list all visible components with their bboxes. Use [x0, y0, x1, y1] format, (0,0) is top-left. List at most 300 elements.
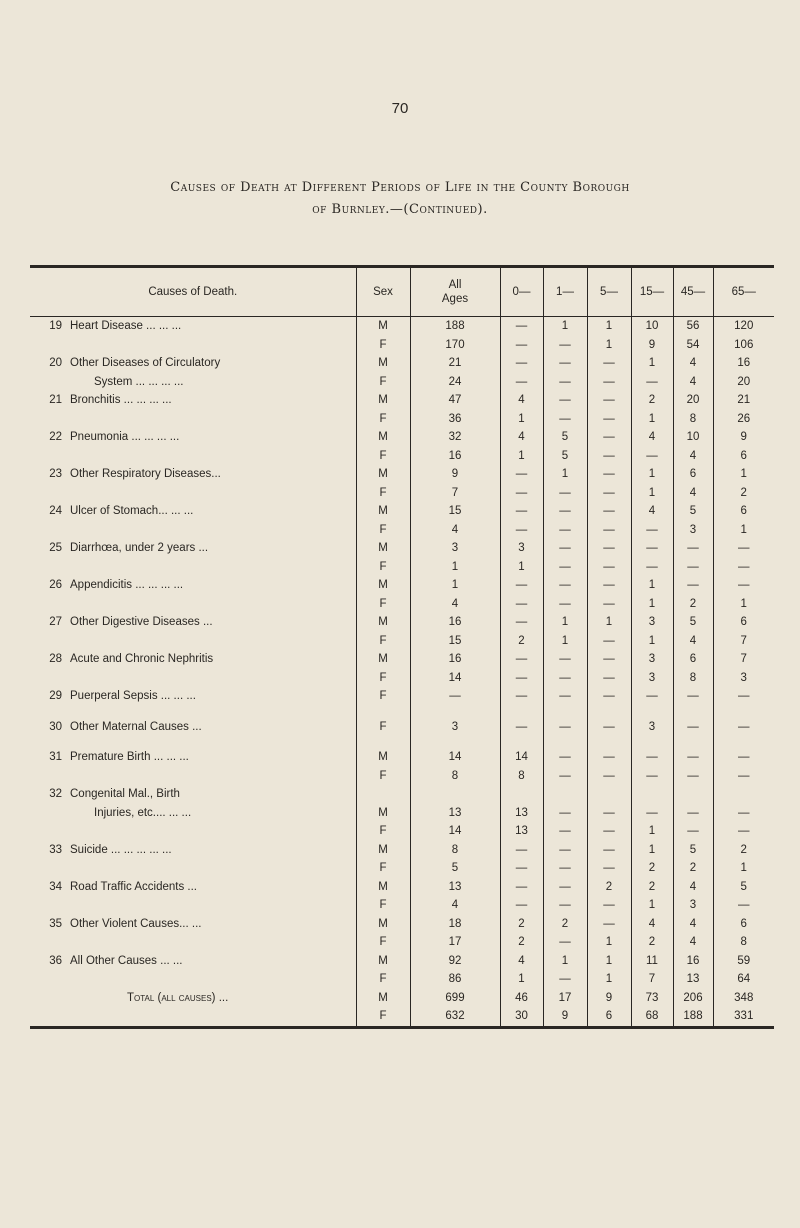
all-ages-cell: — [410, 687, 500, 706]
spacer-cell [713, 706, 774, 718]
sex-cell: F [356, 718, 410, 737]
sex-cell: M [356, 804, 410, 823]
age-1-cell: — [543, 373, 587, 392]
age-1-cell: — [543, 502, 587, 521]
age-1-cell: — [543, 841, 587, 860]
age-5-cell: 1 [587, 952, 631, 971]
cause-cell [30, 748, 356, 767]
age-1-cell: 1 [543, 632, 587, 651]
age-45-cell: 6 [673, 650, 713, 669]
spacer-cell [410, 706, 500, 718]
cause-cell [30, 767, 356, 786]
age-15-cell: 3 [631, 718, 673, 737]
age-5-cell: 1 [587, 336, 631, 355]
age-65-cell: 9 [713, 428, 774, 447]
age-1-cell: — [543, 822, 587, 841]
age-45-cell: — [673, 748, 713, 767]
age-65-cell: 6 [713, 613, 774, 632]
table-row [30, 613, 774, 632]
age-45-cell: 4 [673, 878, 713, 897]
age-0-cell: — [500, 521, 543, 540]
all-ages-cell: 47 [410, 391, 500, 410]
age-5-cell: — [587, 391, 631, 410]
age-45-cell: — [673, 576, 713, 595]
sex-cell: F [356, 669, 410, 688]
age-1-cell: 9 [543, 1007, 587, 1027]
table-row [30, 952, 774, 971]
all-ages-cell: 4 [410, 521, 500, 540]
all-ages-cell: 16 [410, 447, 500, 466]
age-45-cell: 13 [673, 970, 713, 989]
table-row [30, 410, 774, 429]
age-65-cell: 106 [713, 336, 774, 355]
header-age-1: 1— [543, 267, 587, 317]
cause-cell [30, 1007, 356, 1027]
table-row [30, 878, 774, 897]
age-65-cell: 6 [713, 915, 774, 934]
age-5-cell: — [587, 767, 631, 786]
sex-cell: M [356, 428, 410, 447]
sex-cell: F [356, 595, 410, 614]
age-0-cell: 2 [500, 915, 543, 934]
spacer-cell [543, 736, 587, 748]
cause-name: Road Traffic Accidents ... [70, 880, 197, 893]
cause-number: 29 [49, 690, 62, 703]
sex-cell: M [356, 354, 410, 373]
age-65-cell: 6 [713, 502, 774, 521]
sex-cell: M [356, 391, 410, 410]
table-row [30, 354, 774, 373]
all-ages-cell: 86 [410, 970, 500, 989]
age-0-cell: — [500, 576, 543, 595]
age-5-cell: 9 [587, 989, 631, 1008]
all-ages-cell: 15 [410, 502, 500, 521]
sex-cell: M [356, 650, 410, 669]
age-5-cell: — [587, 859, 631, 878]
table-body [30, 317, 774, 1028]
cause-cell [30, 859, 356, 878]
cause-number: 33 [49, 843, 62, 856]
header-all-ages-line-1: All [448, 279, 462, 291]
age-45-cell: — [673, 539, 713, 558]
sex-cell: M [356, 915, 410, 934]
age-65-cell: 21 [713, 391, 774, 410]
age-15-cell: — [631, 804, 673, 823]
cause-number: 20 [49, 357, 62, 370]
spacer-cell [356, 706, 410, 718]
age-5-cell: — [587, 748, 631, 767]
age-5-cell: — [587, 373, 631, 392]
age-15-cell: 3 [631, 613, 673, 632]
age-45-cell: — [673, 687, 713, 706]
age-45-cell: 56 [673, 317, 713, 336]
age-65-cell: 6 [713, 447, 774, 466]
age-5-cell: — [587, 632, 631, 651]
all-ages-cell: 699 [410, 989, 500, 1008]
cause-name: Heart Disease ... ... ... [70, 320, 182, 333]
table-row [30, 447, 774, 466]
sex-cell: M [356, 539, 410, 558]
age-1-cell: 1 [543, 613, 587, 632]
sex-cell: M [356, 878, 410, 897]
age-45-cell: 54 [673, 336, 713, 355]
sex-cell: F [356, 687, 410, 706]
age-45-cell: 5 [673, 841, 713, 860]
cause-cell [30, 595, 356, 614]
age-65-cell: 1 [713, 859, 774, 878]
table-row [30, 841, 774, 860]
table-row [30, 915, 774, 934]
age-1-cell: 1 [543, 317, 587, 336]
table-row [30, 521, 774, 540]
age-45-cell: 5 [673, 613, 713, 632]
age-0-cell: 4 [500, 952, 543, 971]
age-5-cell: — [587, 915, 631, 934]
age-45-cell: 4 [673, 632, 713, 651]
all-ages-cell: 4 [410, 595, 500, 614]
cause-name: Acute and Chronic Nephritis [70, 653, 214, 666]
age-1-cell: 1 [543, 952, 587, 971]
cause-cell [30, 502, 356, 521]
age-45-cell: 8 [673, 669, 713, 688]
age-15-cell: 1 [631, 896, 673, 915]
cause-name: Ulcer of Stomach... ... ... [70, 505, 194, 518]
cause-number: 30 [49, 720, 62, 733]
age-0-cell: 1 [500, 970, 543, 989]
table-row [30, 785, 774, 804]
cause-cell [30, 804, 356, 823]
age-5-cell: 6 [587, 1007, 631, 1027]
age-65-cell: — [713, 896, 774, 915]
age-45-cell: 10 [673, 428, 713, 447]
all-ages-cell: 5 [410, 859, 500, 878]
age-0-cell: — [500, 595, 543, 614]
sex-cell: F [356, 336, 410, 355]
cause-cell [30, 650, 356, 669]
sex-cell: M [356, 841, 410, 860]
age-0-cell: 4 [500, 391, 543, 410]
age-65-cell: — [713, 718, 774, 737]
age-1-cell: — [543, 576, 587, 595]
age-65-cell: 7 [713, 632, 774, 651]
age-1-cell: — [543, 669, 587, 688]
age-65-cell: — [713, 804, 774, 823]
all-ages-cell: 14 [410, 669, 500, 688]
cause-cell [30, 915, 356, 934]
age-1-cell: — [543, 970, 587, 989]
header-age-0: 0— [500, 267, 543, 317]
cause-name: System ... ... ... ... [94, 375, 184, 388]
age-1-cell: — [543, 896, 587, 915]
age-15-cell: 7 [631, 970, 673, 989]
age-1-cell: — [543, 859, 587, 878]
all-ages-cell: 36 [410, 410, 500, 429]
cause-name: Puerperal Sepsis ... ... ... [70, 690, 196, 703]
age-0-cell: — [500, 373, 543, 392]
spacer-row [30, 706, 774, 718]
all-ages-cell: 14 [410, 748, 500, 767]
age-65-cell: 20 [713, 373, 774, 392]
age-45-cell: 3 [673, 896, 713, 915]
sex-cell: M [356, 952, 410, 971]
age-5-cell: — [587, 669, 631, 688]
table-row [30, 465, 774, 484]
cause-cell [30, 785, 356, 804]
age-1-cell: — [543, 878, 587, 897]
age-5-cell: — [587, 687, 631, 706]
age-15-cell: — [631, 687, 673, 706]
age-45-cell: 4 [673, 373, 713, 392]
age-15-cell: 2 [631, 878, 673, 897]
all-ages-cell: 1 [410, 576, 500, 595]
age-45-cell: 8 [673, 410, 713, 429]
age-65-cell: 5 [713, 878, 774, 897]
age-65-cell: 59 [713, 952, 774, 971]
table-header [30, 267, 774, 317]
all-ages-cell: 24 [410, 373, 500, 392]
cause-number: 26 [49, 579, 62, 592]
all-ages-cell: 15 [410, 632, 500, 651]
cause-name: Diarrhœa, under 2 years ... [70, 542, 209, 555]
age-1-cell: — [543, 336, 587, 355]
age-65-cell: 120 [713, 317, 774, 336]
age-0-cell: — [500, 354, 543, 373]
cause-cell [30, 354, 356, 373]
cause-cell [30, 391, 356, 410]
table-row [30, 718, 774, 737]
age-45-cell: — [673, 804, 713, 823]
cause-number: 21 [49, 394, 62, 407]
table-row [30, 484, 774, 503]
table-row [30, 391, 774, 410]
sex-cell: F [356, 373, 410, 392]
age-65-cell: 64 [713, 970, 774, 989]
age-65-cell: 1 [713, 521, 774, 540]
all-ages-cell: 188 [410, 317, 500, 336]
cause-name: Injuries, etc.... ... ... [94, 806, 192, 819]
age-5-cell: 1 [587, 613, 631, 632]
age-65-cell: 7 [713, 650, 774, 669]
age-0-cell: 3 [500, 539, 543, 558]
age-5-cell: — [587, 841, 631, 860]
cause-name: Other Diseases of Circulatory [70, 357, 221, 370]
age-1-cell: — [543, 767, 587, 786]
age-5-cell: — [587, 558, 631, 577]
all-ages-cell: 13 [410, 804, 500, 823]
age-65-cell [713, 785, 774, 804]
cause-cell [30, 317, 356, 336]
age-15-cell: 1 [631, 354, 673, 373]
table-row [30, 595, 774, 614]
age-65-cell: — [713, 558, 774, 577]
age-65-cell: — [713, 748, 774, 767]
sex-cell: F [356, 1007, 410, 1027]
all-ages-cell: 9 [410, 465, 500, 484]
sex-cell: F [356, 896, 410, 915]
cause-cell [30, 373, 356, 392]
age-0-cell: — [500, 896, 543, 915]
age-45-cell: — [673, 822, 713, 841]
sex-cell: M [356, 317, 410, 336]
age-5-cell: — [587, 576, 631, 595]
cause-name: Congenital Mal., Birth [70, 788, 180, 801]
table-row [30, 558, 774, 577]
age-15-cell: 2 [631, 933, 673, 952]
age-1-cell: — [543, 718, 587, 737]
spacer-cell [631, 736, 673, 748]
age-15-cell: 68 [631, 1007, 673, 1027]
table-row [30, 428, 774, 447]
cause-number: 27 [49, 616, 62, 629]
table-row [30, 1007, 774, 1027]
age-65-cell: 2 [713, 841, 774, 860]
age-15-cell: 4 [631, 502, 673, 521]
age-45-cell: 3 [673, 521, 713, 540]
cause-number: 34 [49, 880, 62, 893]
age-65-cell: 331 [713, 1007, 774, 1027]
age-45-cell: 6 [673, 465, 713, 484]
age-1-cell: — [543, 933, 587, 952]
cause-cell [30, 539, 356, 558]
age-1-cell [543, 785, 587, 804]
all-ages-cell: 8 [410, 767, 500, 786]
header-cause: Causes of Death. [30, 267, 356, 317]
age-5-cell: — [587, 896, 631, 915]
age-5-cell: — [587, 650, 631, 669]
sex-cell: F [356, 447, 410, 466]
age-0-cell: — [500, 859, 543, 878]
age-15-cell: 1 [631, 576, 673, 595]
age-65-cell: — [713, 576, 774, 595]
age-0-cell: — [500, 336, 543, 355]
age-5-cell: — [587, 539, 631, 558]
sex-cell: F [356, 484, 410, 503]
cause-number: 32 [49, 788, 62, 801]
age-1-cell: — [543, 521, 587, 540]
header-age-65: 65— [713, 267, 774, 317]
spacer-cell [410, 736, 500, 748]
cause-name: All Other Causes ... ... [70, 954, 183, 967]
age-45-cell: 206 [673, 989, 713, 1008]
cause-name: Pneumonia ... ... ... ... [70, 431, 180, 444]
cause-cell [30, 687, 356, 706]
table-row [30, 502, 774, 521]
all-ages-cell: 32 [410, 428, 500, 447]
sex-cell: M [356, 989, 410, 1008]
table-row [30, 669, 774, 688]
age-0-cell: 1 [500, 447, 543, 466]
age-0-cell: 1 [500, 410, 543, 429]
age-45-cell: 4 [673, 484, 713, 503]
cause-number: 23 [49, 468, 62, 481]
age-0-cell [500, 785, 543, 804]
age-0-cell: 1 [500, 558, 543, 577]
age-5-cell: — [587, 484, 631, 503]
table-row [30, 859, 774, 878]
age-0-cell: — [500, 841, 543, 860]
sex-cell: M [356, 465, 410, 484]
cause-name: Other Respiratory Diseases... [70, 468, 221, 481]
age-5-cell: — [587, 447, 631, 466]
sex-cell: F [356, 822, 410, 841]
age-0-cell: 30 [500, 1007, 543, 1027]
cause-cell [30, 428, 356, 447]
age-0-cell: — [500, 878, 543, 897]
table-row [30, 373, 774, 392]
all-ages-cell: 170 [410, 336, 500, 355]
table-row [30, 989, 774, 1008]
age-45-cell: 20 [673, 391, 713, 410]
spacer-cell [500, 736, 543, 748]
all-ages-cell: 16 [410, 613, 500, 632]
cause-number: 28 [49, 653, 62, 666]
age-0-cell: — [500, 317, 543, 336]
age-15-cell: 10 [631, 317, 673, 336]
age-1-cell: — [543, 650, 587, 669]
cause-cell [30, 632, 356, 651]
cause-number: 19 [49, 320, 62, 333]
sex-cell: F [356, 558, 410, 577]
age-5-cell: — [587, 410, 631, 429]
age-45-cell: 4 [673, 447, 713, 466]
age-15-cell: 9 [631, 336, 673, 355]
all-ages-cell: 3 [410, 539, 500, 558]
sex-cell: F [356, 933, 410, 952]
age-0-cell: 13 [500, 804, 543, 823]
cause-name: Premature Birth ... ... ... [70, 751, 189, 764]
age-5-cell: — [587, 465, 631, 484]
all-ages-cell: 21 [410, 354, 500, 373]
age-15-cell: 2 [631, 391, 673, 410]
spacer-cell [673, 706, 713, 718]
age-5-cell: — [587, 595, 631, 614]
age-15-cell [631, 785, 673, 804]
age-45-cell: 5 [673, 502, 713, 521]
age-45-cell: 4 [673, 915, 713, 934]
age-1-cell: 5 [543, 447, 587, 466]
age-0-cell: 46 [500, 989, 543, 1008]
age-15-cell: 3 [631, 650, 673, 669]
age-1-cell: — [543, 748, 587, 767]
age-0-cell: 4 [500, 428, 543, 447]
cause-cell [30, 822, 356, 841]
all-ages-cell: 4 [410, 896, 500, 915]
age-15-cell: — [631, 447, 673, 466]
age-1-cell: — [543, 484, 587, 503]
cause-cell [30, 465, 356, 484]
all-ages-cell: 1 [410, 558, 500, 577]
age-0-cell: 14 [500, 748, 543, 767]
age-65-cell: — [713, 822, 774, 841]
age-15-cell: — [631, 767, 673, 786]
cause-cell [30, 576, 356, 595]
age-5-cell: — [587, 822, 631, 841]
sex-cell: F [356, 410, 410, 429]
cause-number: 36 [49, 954, 62, 967]
age-15-cell: — [631, 521, 673, 540]
age-15-cell: 11 [631, 952, 673, 971]
age-5-cell: — [587, 502, 631, 521]
table-row [30, 822, 774, 841]
page-title [30, 177, 770, 221]
table-row [30, 748, 774, 767]
table-row [30, 896, 774, 915]
age-45-cell [673, 785, 713, 804]
title-line-1: Causes of Death at Different Periods of Life in the County Borough [170, 180, 630, 195]
age-5-cell: 1 [587, 317, 631, 336]
age-15-cell: — [631, 539, 673, 558]
age-1-cell: — [543, 687, 587, 706]
